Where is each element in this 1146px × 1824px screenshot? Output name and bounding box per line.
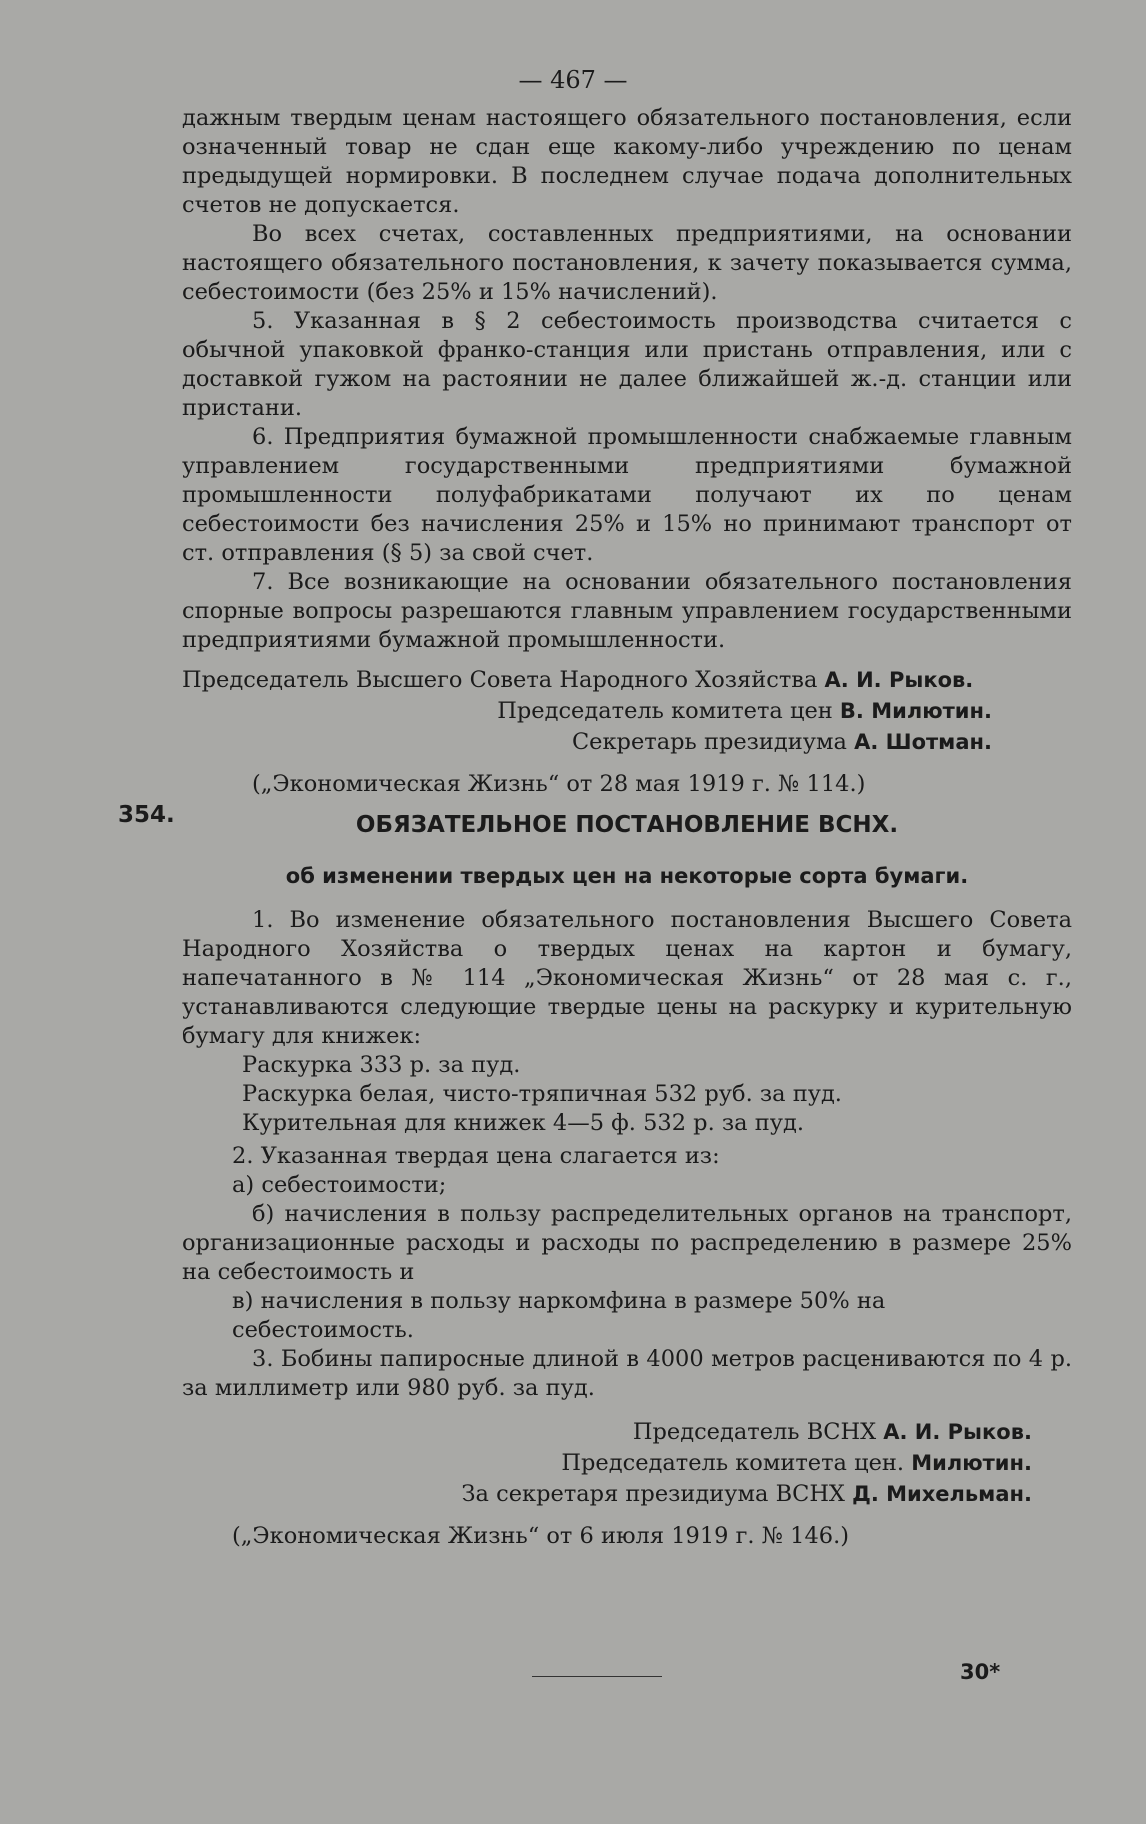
top-text-block [182,104,1072,799]
paragraph-continuation: дажным твердым ценам настоящего обязательного постановления, если означенный товар не сдан еще какому-либо учреждению по ценам предыдущей нормировки. В последнем случае подача дополнительных счетов не допускается. [182,105,1072,218]
paragraph-6: 6. Предприятия бумажной промышленности снабжаемые главным управлением государственными предприятиями бумажной промышленности полуфабрикатами получают их по ценам себестоимости без начисления 25% и 15% но принимают транспорт от ст. отправления (§ 5) за свой счет. [182,424,1072,566]
divider-rule [532,1676,662,1677]
item-a: а) себестоимости; [232,1172,447,1198]
signature-line: Председатель ВСНХ А. И. Рыков. [632,1419,1032,1445]
paragraph-3: 3. Бобины папиросные длиной в 4000 метров расцениваются по 4 р. за миллиметр или 980 руб. за пуд. [182,1346,1072,1401]
signature-line: Председатель комитета цен. Милютин. [561,1450,1032,1476]
price-line: Раскурка 333 р. за пуд. [242,1052,521,1078]
signature-block-2 [182,1417,1072,1510]
signature-line: Председатель комитета цен В. Милютин. [497,698,992,724]
price-line: Раскурка белая, чисто-тряпичная 532 руб. за пуд. [242,1081,842,1107]
source-citation: („Экономическая Жизнь“ от 6 июля 1919 г. № 146.) [232,1523,850,1549]
section-text-block [182,906,1072,1551]
section-number: 354. [118,802,175,828]
page-number: — 467 — [518,66,628,94]
paragraph-2: 2. Указанная твердая цена слагается из: [232,1143,720,1169]
item-b: б) начисления в пользу распределительных органов на транспорт, организационные расходы и расходы по распределению в размере 25% на себестоимость и [182,1201,1072,1285]
signature-line: Председатель Высшего Совета Народного Хозяйства А. И. Рыков. [182,667,974,693]
source-citation: („Экономическая Жизнь“ от 28 мая 1919 г. № 114.) [252,771,866,797]
signature-mark: 30* [960,1660,1001,1684]
paragraph-5: 5. Указанная в § 2 себестоимость производства считается с обычной упаковкой франко-станция или пристань отправления, или с доставкой гужом на растоянии не далее ближайшей ж.-д. станции или пристани. [182,308,1072,421]
signature-block-1 [182,665,1072,758]
signature-line: Секретарь президиума А. Шотман. [571,729,992,755]
item-v: в) начисления в пользу наркомфина в размере 50% на себестоимость. [232,1288,886,1343]
signature-line: За секретаря президиума ВСНХ Д. Михельман. [461,1481,1032,1507]
paragraph-1: 1. Во изменение обязательного постановления Высшего Совета Народного Хозяйства о твердых ценах на картон и бумагу, напечатанного в № 114 „Экономическая Жизнь“ от 28 мая с. г., устанавливаются следующие твердые цены на раскурку и курительную бумагу для книжек: [182,907,1072,1049]
section-subtitle: об изменении твердых цен на некоторые сорта бумаги. [285,864,969,888]
price-line: Курительная для книжек 4—5 ф. 532 р. за пуд. [242,1110,804,1136]
section-title: ОБЯЗАТЕЛЬНОЕ ПОСТАНОВЛЕНИЕ ВСНХ. [355,812,899,838]
paragraph-7: 7. Все возникающие на основании обязательного постановления спорные вопросы разрешаются главным управлением государственными предприятиями бумажной промышленности. [182,569,1072,653]
paragraph-accounts: Во всех счетах, составленных предприятиями, на основании настоящего обязательного постановления, к зачету показывается сумма, себестоимости (без 25% и 15% начислений). [182,221,1072,305]
